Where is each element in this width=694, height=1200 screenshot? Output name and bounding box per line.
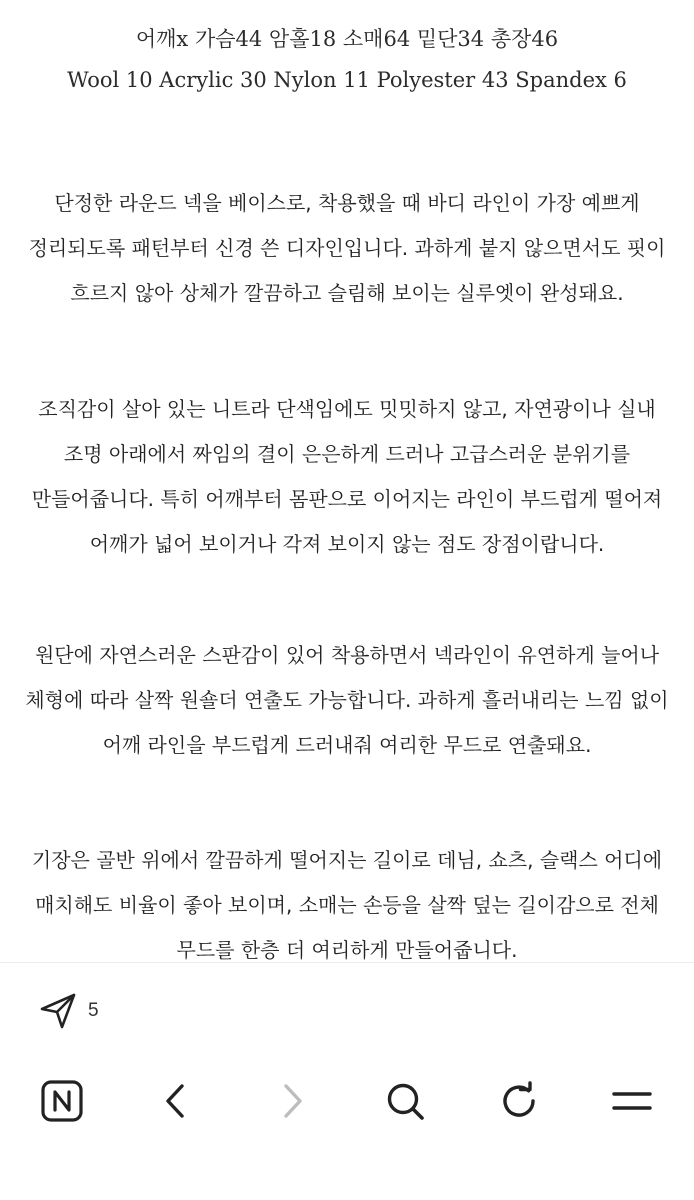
naver-n-icon (40, 1079, 84, 1123)
back-button[interactable] (150, 1075, 202, 1127)
search-icon (384, 1080, 426, 1122)
description-paragraph: 기장은 골반 위에서 깔끔하게 떨어지는 길이로 데님, 쇼츠, 슬랙스 어디에 매치해도 비율이 좋아 보이며, 소매는 손등을 살짝 덮는 길이감으로 전체 무드를 한층 더 여리하게 만들어줍니다. (31, 848, 663, 962)
search-button[interactable] (379, 1075, 431, 1127)
composition-text: Wool 10 Acrylic 30 Nylon 11 Polyester 43 Spandex 6 (67, 68, 627, 92)
refresh-icon (498, 1080, 540, 1122)
refresh-button[interactable] (493, 1075, 545, 1127)
chevron-left-icon (156, 1081, 196, 1121)
action-bar (0, 962, 694, 1056)
measurements-text: 어깨x 가슴44 암홀18 소매64 밑단34 총장46 (135, 27, 559, 51)
description-paragraph: 조직감이 살아 있는 니트라 단색임에도 밋밋하지 않고, 자연광이나 실내 조명 아래에서 짜임의 결이 은은하게 드러나 고급스러운 분위기를 만들어줍니다. 특히 어깨부터 몸판으로 이어지는 라인이 부드럽게 떨어져 어깨가 넓어 보이거나 각져 보이지 않는 점도 장점이랍니다. (31, 397, 663, 556)
chevron-right-icon (272, 1081, 312, 1121)
bottom-navigation-bar (0, 1055, 694, 1200)
forward-button[interactable] (266, 1075, 318, 1127)
hamburger-menu-icon (610, 1081, 654, 1121)
share-button[interactable] (38, 991, 99, 1031)
description-paragraph: 단정한 라운드 넥을 베이스로, 착용했을 때 바디 라인이 가장 예쁘게 정리되도록 패턴부터 신경 쓴 디자인입니다. 과하게 붙지 않으면서도 핏이 흐르지 않아 상체가 깔끔하고 슬림해 보이는 실루엣이 완성돼요. (28, 191, 666, 305)
paper-plane-icon (38, 991, 78, 1031)
share-count: 5 (88, 1000, 99, 1021)
menu-button[interactable] (606, 1075, 658, 1127)
description-paragraph: 원단에 자연스러운 스판감이 있어 착용하면서 넥라인이 유연하게 늘어나 체형에 따라 살짝 원숄더 연출도 가능합니다. 과하게 흘러내리는 느낌 없이 어깨 라인을 부드럽게 드러내줘 여리한 무드로 연출돼요. (25, 643, 669, 757)
home-button[interactable] (36, 1075, 88, 1127)
